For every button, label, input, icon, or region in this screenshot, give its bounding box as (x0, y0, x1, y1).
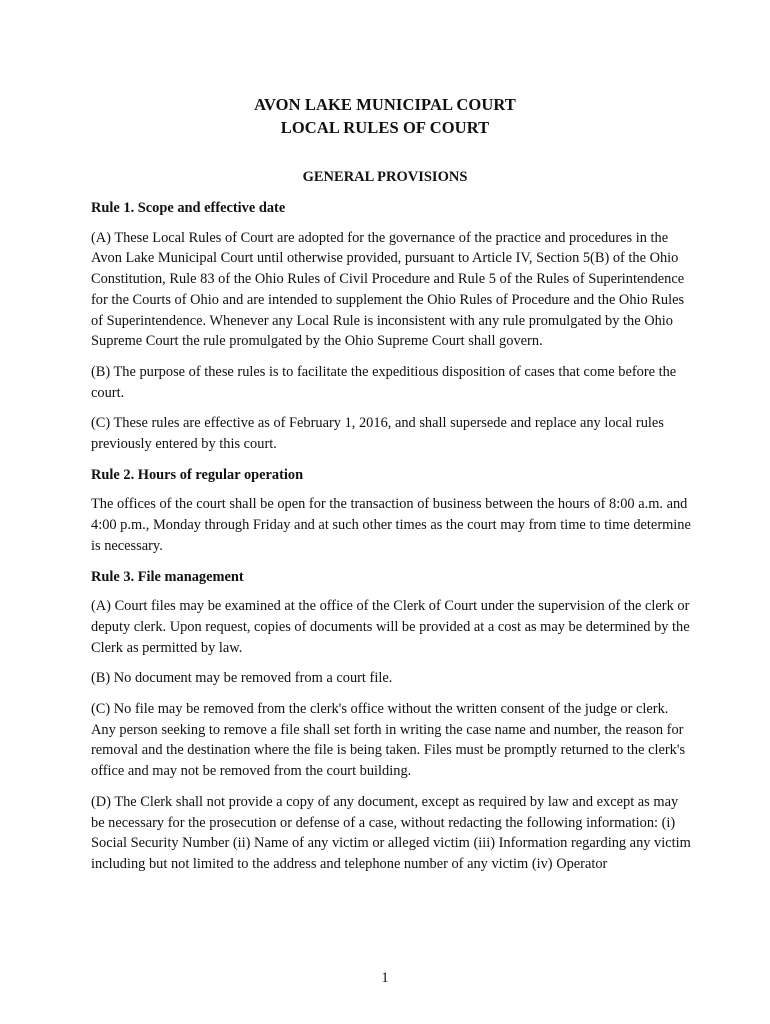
rule2-heading: Rule 2. Hours of regular operation (91, 466, 304, 483)
rule1-heading: Rule 1. Scope and effective date (91, 200, 286, 216)
section-heading: GENERAL PROVISIONS (302, 169, 468, 185)
rule3-heading: Rule 3. File management (91, 568, 244, 585)
page-number: 1 (381, 970, 389, 986)
rule1-paragraph-b: (B) The purpose of these rules is to facilitate the expeditious disposition of cases that come before the court. (91, 363, 677, 401)
document-body (91, 198, 691, 885)
rule3-paragraph-d: (D) The Clerk shall not provide a copy of any document, except as required by law and except as may be necessary for the prosecution or defense of a case, without redacting the following information: (i) Social Security Number (ii) Name of any victim or alleged victim (iii) Information regarding any victim including but not limited to the address and telephone number of any victim (iv) Operator (91, 793, 691, 872)
rule1-paragraph-c: (C) These rules are effective as of February 1, 2016, and shall supersede and replace any local rules previously entered by this court. (91, 415, 664, 453)
rule3-paragraph-c: (C) No file may be removed from the clerk's office without the written consent of the judge or clerk. Any person seeking to remove a file shall set forth in writing the case name and number, the reason for removal and the destination where the file is being taken. Files must be promptly returned to the clerk's office and may not be removed from the court building. (91, 701, 686, 780)
document-title-line2: LOCAL RULES OF COURT (280, 118, 490, 137)
rule2-paragraph: The offices of the court shall be open for the transaction of business between the hours of 8:00 a.m. and 4:00 p.m., Monday through Friday and at such other times as the court may from time to time determine is necessary. (91, 496, 691, 554)
rule3-paragraph-b: (B) No document may be removed from a court file. (91, 670, 393, 687)
document-title-line1: AVON LAKE MUNICIPAL COURT (254, 95, 516, 114)
rule1-paragraph-a: (A) These Local Rules of Court are adopted for the governance of the practice and procedures in the Avon Lake Municipal Court until otherwise provided, pursuant to Article IV, Section 5(B) of the Ohio Constitution, Rule 83 of the Ohio Rules of Civil Procedure and Rule 5 of the Rules of Superintendence for the Courts of Ohio and are intended to supplement the Ohio Rules of Procedure and the Ohio Rules of Superintendence. Whenever any Local Rule is inconsistent with any rule promulgated by the Ohio Supreme Court the rule promulgated by the Ohio Supreme Court shall govern. (91, 229, 685, 350)
rule3-paragraph-a: (A) Court files may be examined at the office of the Clerk of Court under the supervision of the clerk or deputy clerk. Upon request, copies of documents will be provided at a cost as may be determined by the Clerk as permitted by law. (91, 598, 690, 656)
